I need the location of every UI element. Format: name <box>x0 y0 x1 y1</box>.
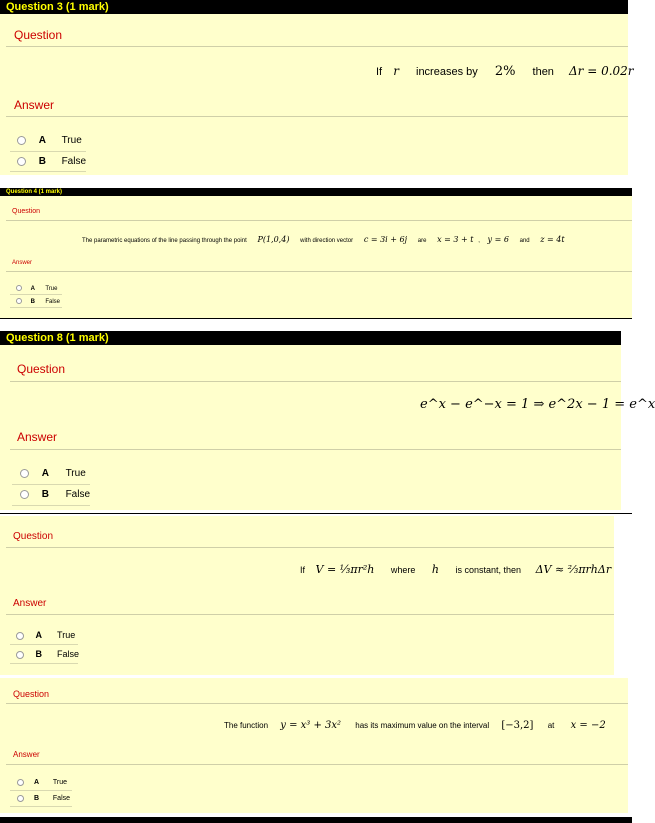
answer-label: Answer <box>13 598 47 609</box>
question-label: Question <box>13 689 50 699</box>
question-statement: The parametric equations of the line passing through the point P(1,0,4) with direction vector c = 3i + 6j are x = 3 + t , y = 6 and z = 4t <box>82 235 565 244</box>
answer-label: Answer <box>13 750 40 759</box>
option-a-radio[interactable] <box>20 469 29 478</box>
option-b[interactable]: B False <box>17 156 86 167</box>
option-a[interactable]: A True <box>17 779 67 786</box>
option-a-radio[interactable] <box>16 632 24 640</box>
question-block-volume <box>0 516 614 675</box>
question-4-header: Question 4 (1 mark) <box>0 188 632 196</box>
option-b-radio[interactable] <box>20 490 29 499</box>
question-block-function <box>0 678 628 813</box>
question-statement: The function y = x³ + 3x² has its maximum value on the interval [−3,2] at x = −2 <box>224 720 606 731</box>
question-3-block <box>0 0 634 175</box>
option-b-radio[interactable] <box>17 157 26 166</box>
answer-label: Answer <box>17 430 58 444</box>
question-label: Question <box>14 28 63 42</box>
option-a-radio[interactable] <box>16 285 22 291</box>
option-b[interactable]: B False <box>16 649 79 659</box>
answer-label: Answer <box>14 98 55 112</box>
question-statement: If r increases by 2% then Δr = 0.02r <box>376 64 634 79</box>
question-8-header: Question 8 (1 mark) <box>0 331 621 345</box>
answer-label: Answer <box>12 260 33 266</box>
option-b-radio[interactable] <box>17 795 24 802</box>
option-b[interactable]: B False <box>16 298 60 305</box>
question-statement: If V = ⅓πr²h where h is constant, then ΔV ≈ ⅔πrhΔr <box>300 563 612 576</box>
option-b[interactable]: B False <box>17 795 70 802</box>
question-statement: e^x − e^−x = 1 ⇒ e^2x − 1 = e^x <box>420 397 655 412</box>
question-label: Question <box>17 362 66 376</box>
option-b-radio[interactable] <box>16 298 22 304</box>
option-a[interactable]: A True <box>16 285 57 292</box>
question-4-block <box>0 188 632 318</box>
option-a[interactable]: A True <box>16 630 75 640</box>
question-3-header: Question 3 (1 mark) <box>0 0 628 14</box>
option-b-radio[interactable] <box>16 651 24 659</box>
question-8-block <box>0 331 655 510</box>
option-a-radio[interactable] <box>17 136 26 145</box>
option-b[interactable]: B False <box>20 489 90 500</box>
question-label: Question <box>13 531 54 542</box>
option-a-radio[interactable] <box>17 779 24 786</box>
option-a[interactable]: A True <box>17 135 82 146</box>
option-a[interactable]: A True <box>20 468 86 479</box>
question-label: Question <box>12 208 41 215</box>
